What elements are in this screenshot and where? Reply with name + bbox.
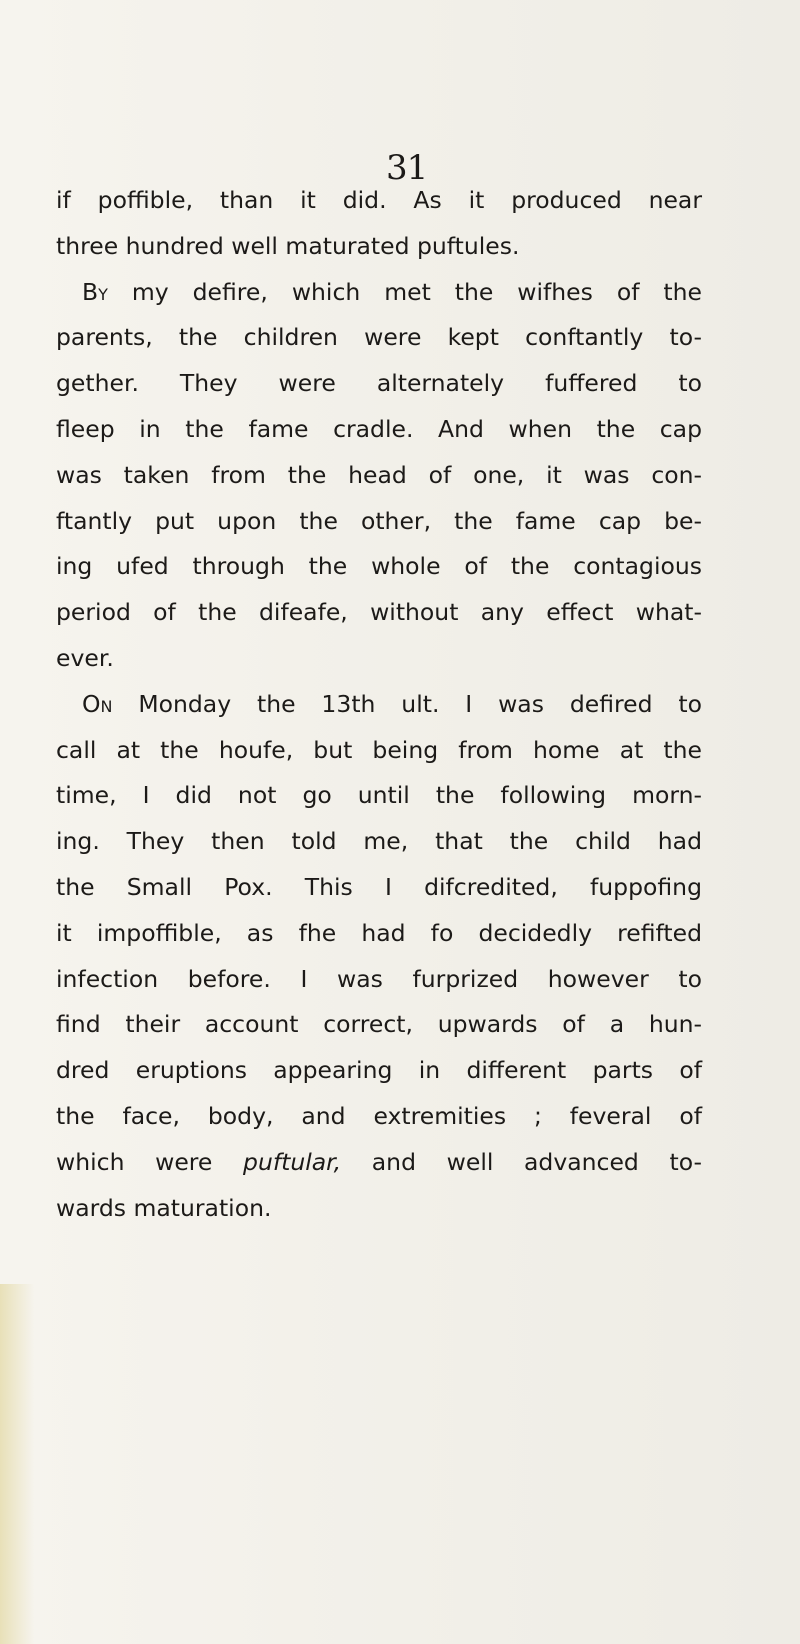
text-line: fleep in the fame cradle. And when the cap xyxy=(56,414,702,443)
text-line xyxy=(56,682,702,728)
text-line: ing. They then told me, that the child had xyxy=(56,827,702,856)
text-line: ever. xyxy=(56,643,114,672)
text-line: the face, body, and extremities ; feveral of xyxy=(56,1101,702,1130)
line-text: my defire, which met the wifhes of the xyxy=(107,277,702,306)
text-line: was taken from the head of one, it was con- xyxy=(56,460,702,489)
text-line xyxy=(56,270,702,316)
text-line: find their account correct, upwards of a hun- xyxy=(56,1010,702,1039)
line-text: and well advanced to- xyxy=(341,1147,702,1176)
line-text: which were xyxy=(56,1147,244,1176)
drop-word: On xyxy=(82,689,113,718)
text-line: three hundred well maturated puftules. xyxy=(56,231,520,260)
text-line: the Small Pox. This I difcredited, fuppofing xyxy=(56,872,702,901)
text-line: wards maturation. xyxy=(56,1193,272,1222)
text-line xyxy=(56,1140,702,1186)
text-line: period of the difeafe, without any effect what- xyxy=(56,598,702,627)
page-number: 31 xyxy=(386,148,428,188)
text-body xyxy=(56,178,702,1231)
text-line: it impoffible, as fhe had fo decidedly refifted xyxy=(56,918,702,947)
text-line: ftantly put upon the other, the fame cap be- xyxy=(56,506,702,535)
text-line: dred eruptions appearing in different parts of xyxy=(56,1056,702,1085)
text-line: parents, the children were kept conftantly to- xyxy=(56,323,702,352)
text-line: time, I did not go until the following morn- xyxy=(56,781,702,810)
drop-word: By xyxy=(82,277,108,306)
text-line: if poffible, than it did. As it produced near xyxy=(56,186,702,214)
page-edge-stain xyxy=(0,1284,34,1644)
text-line: infection before. I was furprized however to xyxy=(56,964,702,993)
italic-word: puftular, xyxy=(243,1147,342,1176)
text-line: call at the houfe, but being from home at the xyxy=(56,735,702,764)
text-line: gether. They were alternately fuffered to xyxy=(56,369,702,398)
text-line: ing ufed through the whole of the contagious xyxy=(56,552,702,581)
line-text: Monday the 13th ult. I was defired to xyxy=(112,689,702,718)
